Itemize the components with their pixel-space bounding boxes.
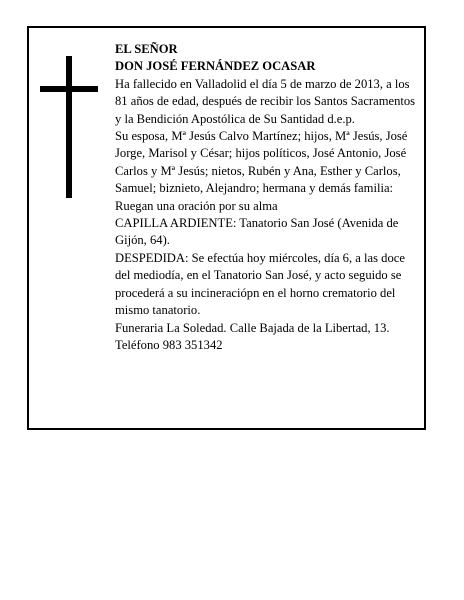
death-announcement: Ha fallecido en Valladolid el día 5 de marzo de 2013, a los 81 años de edad, después de recibir los Santos Sacramentos y la Bendición Apostólica de Su Santidad d.e.p.: [115, 76, 416, 126]
farewell-info: DESPEDIDA: Se efectúa hoy miércoles, día 6, a las doce del mediodía, en el Tanatorio San José, y acto seguido se procederá a su incineraciópn en el horno crematorio del mismo tanatorio.: [115, 250, 405, 318]
obituary-notice: [27, 26, 426, 430]
family-list: Su esposa, Mª Jesús Calvo Martínez; hijos, Mª Jesús, José Jorge, Marisol y César; hijos políticos, José Antonio, José Carlos y Mª Jesús; nietos, Rubén y Ana, Esther y Carlos, Samuel; biznieto, Alejandro; hermana y demás familia:: [115, 129, 408, 196]
notice-text: [115, 41, 420, 354]
deceased-name: DON JOSÉ FERNÁNDEZ OCASAR: [115, 59, 316, 74]
funeral-home-info: Funeraria La Soledad. Calle Bajada de la Libertad, 13. Teléfono 983 351342: [115, 320, 390, 352]
cross-horizontal-bar: [40, 86, 98, 92]
prayer-request: Ruegan una oración por su alma: [115, 198, 278, 213]
cross-vertical-bar: [66, 56, 72, 198]
chapel-info: CAPILLA ARDIENTE: Tanatorio San José (Avenida de Gijón, 64).: [115, 216, 399, 248]
cross-icon: [40, 56, 98, 198]
heading-title: EL SEÑOR: [115, 42, 178, 56]
